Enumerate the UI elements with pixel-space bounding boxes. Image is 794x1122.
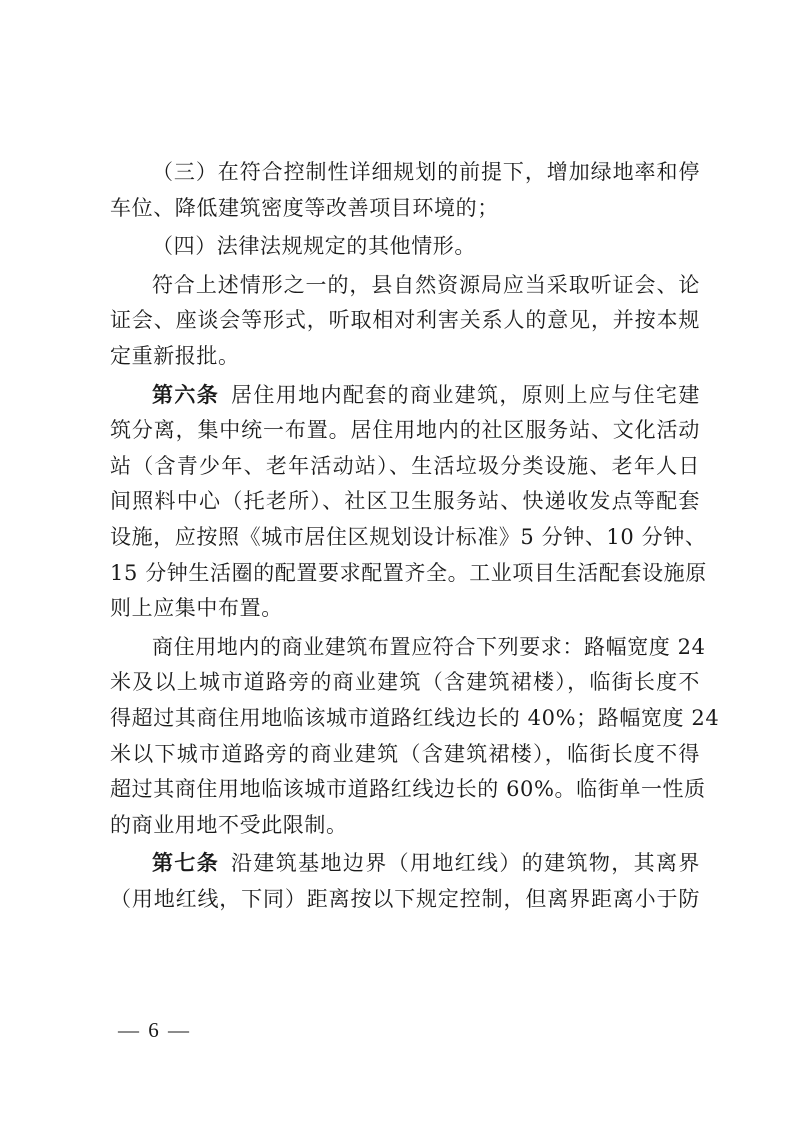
article-seven-heading: 第七条: [152, 851, 220, 876]
text-line: 证会、座谈会等形式，听取相对利害关系人的意见，并按本规: [110, 308, 700, 333]
text-line: 超过其商住用地临该城市道路红线边长的 60%。临街单一性质: [110, 777, 706, 802]
text-line: （用地红线，下同）距离按以下规定控制，但离界距离小于防: [110, 886, 700, 911]
text-line: 站（含青少年、老年活动站）、生活垃圾分类设施、老年人日: [110, 453, 700, 478]
text-line: 米以下城市道路旁的商业建筑（含建筑裙楼），临街长度不得: [110, 741, 700, 766]
text-line: 车位、降低建筑密度等改善项目环境的；: [110, 195, 499, 220]
text-line: 的商业用地不受此限制。: [110, 812, 348, 837]
article-six-heading: 第六条: [152, 382, 220, 407]
text-line: 则上应集中布置。: [110, 596, 283, 621]
text-line: [110, 846, 700, 882]
text-span: 居住用地内配套的商业建筑，原则上应与住宅建: [230, 382, 700, 407]
text-line: 设施，应按照《城市居住区规划设计标准》5 分钟、10 分钟、: [110, 524, 707, 549]
text-line: 定重新报批。: [110, 343, 240, 368]
text-line: [110, 378, 700, 414]
article-seven-paragraph: [110, 846, 700, 917]
text-line: （四）法律法规规定的其他情形。: [152, 234, 476, 259]
text-line: 15 分钟生活圈的配置要求配置齐全。工业项目生活配套设施原: [110, 560, 707, 585]
clause-three-paragraph: [110, 155, 700, 226]
text-line: 得超过其商住用地临该城市道路红线边长的 40%；路幅宽度 24: [110, 705, 720, 730]
text-line: 商住用地内的商业建筑布置应符合下列要求：路幅宽度 24: [152, 634, 706, 659]
hearing-paragraph: [110, 268, 700, 375]
page-number: — 6 —: [118, 1018, 191, 1042]
article-six-paragraph: [110, 378, 707, 627]
text-line: 符合上述情形之一的，县自然资源局应当采取听证会、论: [152, 272, 700, 297]
clause-four-paragraph: [110, 229, 700, 265]
text-line: 筑分离，集中统一布置。居住用地内的社区服务站、文化活动: [110, 418, 700, 443]
text-span: 沿建筑基地边界（用地红线）的建筑物，其离界: [230, 851, 700, 876]
text-line: （三）在符合控制性详细规划的前提下，增加绿地率和停: [152, 160, 700, 184]
text-line: 米及以上城市道路旁的商业建筑（含建筑裙楼），临街长度不: [110, 670, 700, 695]
text-line: 间照料中心（托老所）、社区卫生服务站、快递收发点等配套: [110, 489, 700, 514]
document-body: [110, 155, 720, 920]
commercial-requirements-paragraph: [110, 630, 720, 844]
